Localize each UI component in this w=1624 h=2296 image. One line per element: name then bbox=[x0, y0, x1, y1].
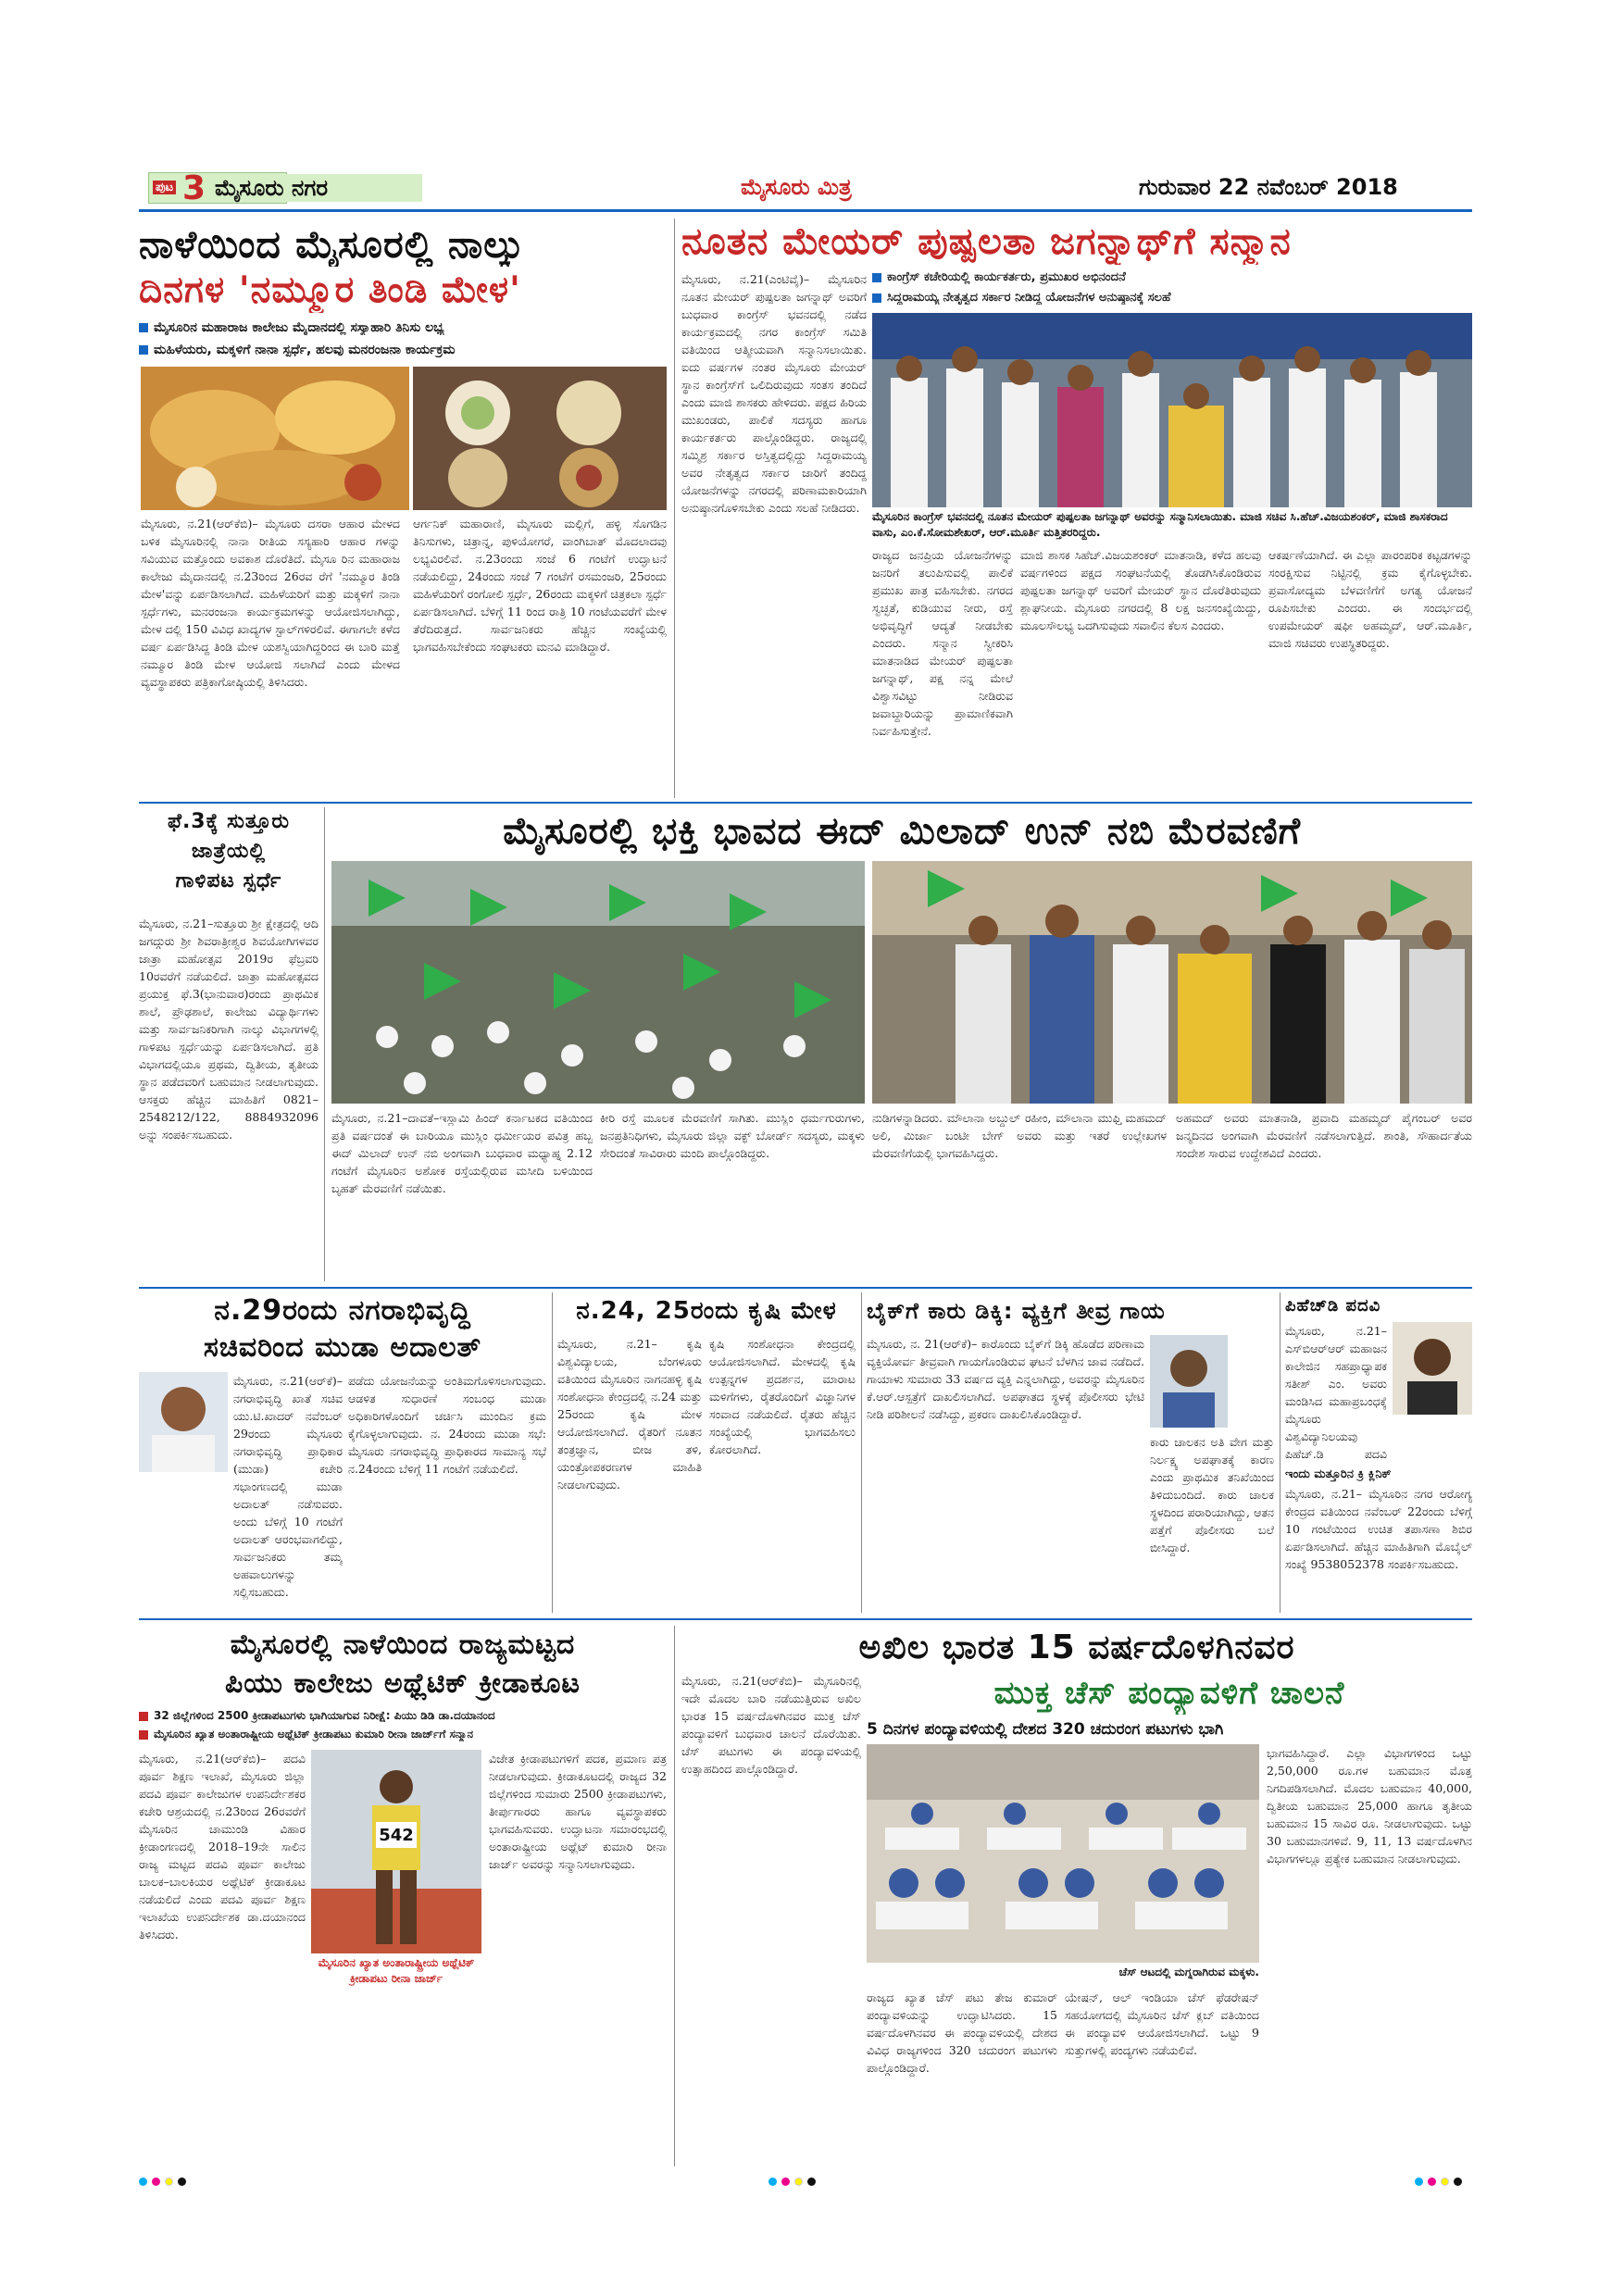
athlete-photo-caption: ಮೈಸೂರಿನ ಖ್ಯಾತ ಅಂತಾರಾಷ್ಟ್ರೀಯ ಅಥ್ಲೆಟಿಕ್ ಕ್ರೀಡಾಪಟು ರೀನಾ ಜಾರ್ಜ್ bbox=[318, 1956, 475, 1985]
page-number: 3 bbox=[182, 169, 206, 207]
kite-headline-line1: ಫೆ.3ಕ್ಕೆ ಸುತ್ತೂರು bbox=[167, 810, 291, 833]
tindi-bullet-1-text: ಮೈಸೂರಿನ ಮಹಾರಾಜ ಕಾಲೇಜು ಮೈದಾನದಲ್ಲಿ ಸಸ್ಯಾಹಾರಿ ತಿನಿಸು ಲಭ್ಯ bbox=[154, 320, 444, 335]
muda-headline-line1: ನ.29ರಂದು ನಗರಾಭಿವೃದ್ಧಿ bbox=[214, 1294, 471, 1327]
tindi-photo-snacks bbox=[141, 367, 409, 510]
leaders-image bbox=[872, 861, 1472, 1104]
column-rule bbox=[552, 1292, 553, 1613]
felicitation-image bbox=[872, 313, 1472, 507]
tindi-bullet-2-text: ಮಹಿಳೆಯರು, ಮಕ್ಕಳಿಗೆ ನಾನಾ ಸ್ಪರ್ಧೆ, ಹಲವು ಮನರಂಜನಾ ಕಾರ್ಯಕ್ರಮ bbox=[154, 343, 456, 357]
accident-headline: ಬೈಕ್‌ಗೆ ಕಾರು ಡಿಕ್ಕಿ: ವ್ಯಕ್ತಿಗೆ ತೀವ್ರ ಗಾಯ bbox=[867, 1298, 1166, 1324]
kite-headline-box bbox=[139, 807, 319, 909]
bullet-icon bbox=[139, 1730, 148, 1740]
athletics-body-col1: ಮೈಸೂರು, ನ.21(ಆರ್‌ಕೆಬಿ)– ಪದವಿ ಪೂರ್ವ ಶಿಕ್ಷಣ ಇಲಾಖೆ, ಮೈಸೂರು ಜಿಲ್ಲಾ ಪದವಿ ಪೂರ್ವ ಕಾಲೇಜುಗಳ ಉಪನಿರ್ದೇಶಕರ ಕಚೇರಿ ಆಶ್ರಯದಲ್ಲಿ ನ.23ರಿಂದ 26ರವರೆಗೆ ಮೈಸೂರಿನ ಚಾಮುಂಡಿ ವಿಹಾರ ಕ್ರೀಡಾಂಗಣದಲ್ಲಿ 2018–19ನೇ ಸಾಲಿನ ರಾಜ್ಯ ಮಟ್ಟದ ಪದವಿ ಪೂರ್ವ ಕಾಲೇಜು ಬಾಲಕ–ಬಾಲಕಿಯರ ಅಥ್ಲೆಟಿಕ್ ಕ್ರೀಡಾಕೂಟ ನಡೆಯಲಿದೆ ಎಂದು ಪದವಿ ಪೂರ್ವ ಶಿಕ್ಷಣ ಇಲಾಖೆಯ ಉಪನಿರ್ದೇಶಕ ಡಾ.ದಯಾನಂದ ತಿಳಿಸಿದರು. bbox=[139, 1752, 306, 1941]
snacks-image bbox=[141, 367, 409, 510]
paper-name: ಮೈಸೂರು ಮಿತ್ರ bbox=[741, 174, 852, 200]
tindi-bullet-2 bbox=[139, 343, 667, 357]
phd-subhead: ಇಂದು ಮತ್ತೂರಿನ ಕ್ರಿ ಕ್ಲಿನಿಕ್ bbox=[1285, 1467, 1392, 1481]
bullet-icon bbox=[139, 1712, 148, 1721]
eid-headline: ಮೈಸೂರಲ್ಲಿ ಭಕ್ತಿ ಭಾವದ ಈದ್ ಮಿಲಾದ್ ಉನ್ ನಬಿ ಮೆರವಣಿಗೆ bbox=[503, 810, 1301, 853]
eid-body-col1: ಮೈಸೂರು, ನ.21–ದಾವತೆ–ಇಸ್ಲಾಮಿ ಹಿಂದ್ ಕರ್ನಾಟಕದ ವತಿಯಿಂದ ಪ್ರತಿ ವರ್ಷದಂತೆ ಈ ಬಾರಿಯೂ ಮುಸ್ಲಿಂ ಧರ್ಮೀಯರ ಪವಿತ್ರ ಹಬ್ಬ ಈದ್ ಮಿಲಾದ್ ಉನ್ ನಬಿ ಅಂಗವಾಗಿ ಬುಧವಾರ ಮಧ್ಯಾಹ್ನ 2.12 ಗಂಟೆಗೆ ಮೈಸೂರಿನ ಅಶೋಕ ರಸ್ತೆಯಲ್ಲಿರುವ ಮಸೀದಿ ಬಳಿಯಿಂದ ಬೃಹತ್ ಮೆರವಣಿಗೆ ನಡೆಯಿತು. bbox=[331, 1111, 593, 1195]
chess-subhead: 5 ದಿನಗಳ ಪಂದ್ಯಾವಳಿಯಲ್ಲಿ ದೇಶದ 320 ಚದುರಂಗ ಪಟುಗಳು ಭಾಗಿ bbox=[867, 1720, 1224, 1739]
registration-marks-center bbox=[768, 2172, 820, 2190]
mayor-body-col1: ಮೈಸೂರು, ನ.21(ಎಂಟಿವೈ)– ಮೈಸೂರಿನ ನೂತನ ಮೇಯರ್ ಪುಷ್ಪಲತಾ ಜಗನ್ನಾಥ್ ಅವರಿಗೆ ಬುಧವಾರ ಕಾಂಗ್ರೆಸ್ ಭವನದಲ್ಲಿ ನಡೆದ ಕಾರ್ಯಕ್ರಮದಲ್ಲಿ ನಗರ ಕಾಂಗ್ರೆಸ್ ಸಮಿತಿ ವತಿಯಿಂದ ಆತ್ಮೀಯವಾಗಿ ಸನ್ಮಾನಿಸಲಾಯಿತು. ಐದು ವರ್ಷಗಳ ನಂತರ ಮೈಸೂರು ಮೇಯರ್ ಸ್ಥಾನ ಕಾಂಗ್ರೆಸ್‌ಗೆ ಒಲಿದಿರುವುದು ಸಂತಸ ತಂದಿದೆ ಎಂದು ಮಾಜಿ ಶಾಸಕರು ಹೇಳಿದರು. ಪಕ್ಷದ ಹಿರಿಯ ಮುಖಂಡರು, ಪಾಲಿಕೆ ಸದಸ್ಯರು ಹಾಗೂ ಕಾರ್ಯಕರ್ತರು ಪಾಲ್ಗೊಂಡಿದ್ದರು. ರಾಜ್ಯದಲ್ಲಿ ಸಮ್ಮಿಶ್ರ ಸರ್ಕಾರ ಅಸ್ತಿತ್ವದಲ್ಲಿದ್ದು ಸಿದ್ದರಾಮಯ್ಯ ಅವರ ನೇತೃತ್ವದ ಸರ್ಕಾರ ಜಾರಿಗೆ ತಂದಿದ್ದ ಯೋಜನೆಗಳನ್ನು ನಗರದಲ್ಲಿ ಪರಿಣಾಮಕಾರಿಯಾಗಿ ಅನುಷ್ಠಾನಗೊಳಿಸಬೇಕು ಎಂದು ಸಲಹೆ ನೀಡಿದರು. bbox=[681, 272, 867, 515]
section-rule bbox=[139, 802, 1472, 804]
tindi-bullet-1 bbox=[139, 320, 667, 335]
tindi-headline-line1: ನಾಳೆಯಿಂದ ಮೈಸೂರಲ್ಲಿ ನಾಲ್ಕು bbox=[139, 222, 525, 267]
section-title: ಮೈಸೂರು ನಗರ bbox=[209, 174, 422, 202]
bullet-icon bbox=[872, 273, 881, 282]
chess-body-col1: ಮೈಸೂರು, ನ.21(ಆರ್‌ಕೆಬಿ)– ಮೈಸೂರಿನಲ್ಲಿ ಇದೇ ಮೊದಲ ಬಾರಿ ನಡೆಯುತ್ತಿರುವ ಅಖಿಲ ಭಾರತ 15 ವರ್ಷದೊಳಗಿನವರ ಮುಕ್ತ ಚೆಸ್ ಪಂದ್ಯಾವಳಿಗೆ ಬುಧವಾರ ಚಾಲನೆ ದೊರೆಯಿತು. ಚೆಸ್ ಪಟುಗಳು ಈ ಪಂದ್ಯಾವಳಿಯಲ್ಲಿ ಉತ್ಸಾಹದಿಂದ ಪಾಲ್ಗೊಂಡಿದ್ದಾರೆ. bbox=[681, 1674, 861, 1776]
athletics-body-col1b bbox=[311, 1992, 481, 2166]
mayor-photo bbox=[872, 313, 1472, 507]
tindi-photo-thali bbox=[413, 367, 667, 510]
mayor-body-col4: ಆಕರ್ಷಣೆಯಾಗಿದೆ. ಈ ಎಲ್ಲಾ ಪಾರಂಪರಿಕ ಕಟ್ಟಡಗಳನ್ನು ಸಂರಕ್ಷಿಸುವ ನಿಟ್ಟಿನಲ್ಲಿ ಕ್ರಮ ಕೈಗೊಳ್ಳಬೇಕು. ಪ್ರವಾಸೋದ್ಯಮ ಬೆಳವಣಿಗೆಗೆ ಅಗತ್ಯ ಯೋಜನೆ ರೂಪಿಸಬೇಕು ಎಂದರು. ಈ ಸಂದರ್ಭದಲ್ಲಿ ಉಪಮೇಯರ್ ಷಫೀ ಅಹಮ್ಮದ್, ಆರ್.ಮೂರ್ತಿ, ಮಾಜಿ ಸಚಿವರು ಉಪಸ್ಥಿತರಿದ್ದರು. bbox=[1268, 548, 1472, 650]
eid-photo-procession bbox=[331, 861, 865, 1104]
phd-recipient-photo bbox=[1393, 1322, 1472, 1415]
athletics-bullet-1 bbox=[139, 1709, 667, 1723]
page-label: ಪುಟ bbox=[153, 181, 176, 194]
chess-body-col2: ಭಾಗವಹಿಸಿದ್ದಾರೆ. ಎಲ್ಲಾ ವಿಭಾಗಗಳಿಂದ ಒಟ್ಟು 2,50,000 ರೂ.ಗಳ ಬಹುಮಾನ ಮೊತ್ತ ನಿಗದಿಪಡಿಸಲಾಗಿದೆ. ಮೊದಲ ಬಹುಮಾನ 40,000, ದ್ವಿತೀಯ ಬಹುಮಾನ 25,000 ಹಾಗೂ ತೃತೀಯ ಬಹುಮಾನ 15 ಸಾವಿರ ರೂ. ನೀಡಲಾಗುವುದು. ಒಟ್ಟು 30 ಬಹುಮಾನಗಳಿವೆ. 9, 11, 13 ವರ್ಷದೊಳಗಿನ ವಿಭಾಗಗಳಲ್ಲೂ ಪ್ರತ್ಯೇಕ ಬಹುಮಾನ ನೀಡಲಾಗುವುದು. bbox=[1267, 1746, 1472, 1866]
column-rule bbox=[674, 1626, 675, 2166]
eid-body-col4: ಅಹಮದ್ ಅವರು ಮಾತನಾಡಿ, ಪ್ರವಾದಿ ಮಹಮ್ಮದ್ ಪೈಗಂಬರ್ ಅವರ ಜನ್ಮದಿನದ ಅಂಗವಾಗಿ ಮೆರವಣಿಗೆ ನಡೆಸಲಾಗುತ್ತಿದೆ. ಶಾಂತಿ, ಸೌಹಾರ್ದತೆಯ ಸಂದೇಶ ಸಾರುವ ಉದ್ದೇಶವಿದೆ ಎಂದರು. bbox=[1176, 1111, 1472, 1160]
athlete-photo bbox=[311, 1750, 481, 1953]
issue-date: ಗುರುವಾರ 22 ನವೆಂಬರ್ 2018 bbox=[1139, 174, 1398, 200]
mayor-bullet-1-text: ಕಾಂಗ್ರೆಸ್ ಕಚೇರಿಯಲ್ಲಿ ಕಾರ್ಯಕರ್ತರು, ಪ್ರಮುಖರ ಅಭಿನಂದನೆ bbox=[887, 270, 1126, 284]
athletics-bullet-2-text: ಮೈಸೂರಿನ ಖ್ಯಾತ ಅಂತಾರಾಷ್ಟ್ರೀಯ ಅಥ್ಲೆಟಿಕ್ ಕ್ರೀಡಾಪಟು ಕುಮಾರಿ ರೀನಾ ಜಾರ್ಜ್‌ಗೆ ಸನ್ಮಾನ bbox=[154, 1728, 474, 1741]
mayor-photo-caption: ಮೈಸೂರಿನ ಕಾಂಗ್ರೆಸ್ ಭವನದಲ್ಲಿ ನೂತನ ಮೇಯರ್ ಪುಷ್ಪಲತಾ ಜಗನ್ನಾಥ್ ಅವರನ್ನು ಸನ್ಮಾನಿಸಲಾಯಿತು. ಮಾಜಿ ಸಚಿವ ಸಿ.ಹೆಚ್.ವಿಜಯಶಂಕರ್, ಮಾಜಿ ಶಾಸಕರಾದ ವಾಸು, ಎಂ.ಕೆ.ಸೋಮಶೇಖರ್, ಆರ್.ಮೂರ್ತಿ ಮತ್ತಿತರರಿದ್ದರು. bbox=[872, 510, 1448, 539]
kite-headline-line3: ಗಾಳಿಪಟ ಸ್ಪರ್ಧೆ bbox=[175, 869, 282, 892]
krishi-headline: ನ.24, 25ರಂದು ಕೃಷಿ ಮೇಳ bbox=[576, 1297, 837, 1325]
bullet-icon bbox=[872, 293, 881, 303]
bullet-icon bbox=[139, 345, 148, 355]
mayor-bullet-2-text: ಸಿದ್ದರಾಮಯ್ಯ ನೇತೃತ್ವದ ಸರ್ಕಾರ ನೀಡಿದ್ದ ಯೋಜನೆಗಳ ಅನುಷ್ಠಾನಕ್ಕೆ ಸಲಹೆ bbox=[887, 291, 1171, 305]
muda-body-col2: ಪಡೆದು ಯೋಜನೆಯನ್ನು ಅಂತಿಮಗೊಳಿಸಲಾಗುವುದು. ಆಡಳಿತ ಸುಧಾರಣೆ ಸಂಬಂಧ ಮುಡಾ ಅಧಿಕಾರಿಗಳೊಂದಿಗೆ ಚರ್ಚಿಸಿ ಮುಂದಿನ ಕ್ರಮ ಕೈಗೊಳ್ಳಲಾಗುವುದು. ನ. 24ರಂದು ಮುಡಾ ಸಭೆ: ಮೈಸೂರು ನಗರಾಭಿವೃದ್ಧಿ ಪ್ರಾಧಿಕಾರದ ಸಾಮಾನ್ಯ ಸಭೆ ನ.24ರಂದು ಬೆಳಿಗ್ಗೆ 11 ಗಂಟೆಗೆ ನಡೆಯಲಿದೆ. bbox=[348, 1374, 546, 1476]
chess-tournament-image bbox=[867, 1744, 1259, 1963]
minister-portrait bbox=[139, 1372, 228, 1472]
muda-headline-line2: ಸಚಿವರಿಂದ ಮುಡಾ ಅದಾಲತ್ bbox=[203, 1331, 482, 1364]
athletics-headline-line1: ಮೈಸೂರಲ್ಲಿ ನಾಳೆಯಿಂದ ರಾಜ್ಯಮಟ್ಟದ bbox=[230, 1628, 576, 1661]
tindi-body-col2: ಆರ್ಗನಿಕ್ ಮಹಾರಾಣಿ, ಮೈಸೂರು ಮಲ್ಲಿಗೆ, ಹಳ್ಳಿ ಸೊಗಡಿನ ತಿನಿಸುಗಳು, ಚಿತ್ರಾನ್ನ, ಪುಳಿಯೋಗರೆ, ವಾಂಗಿಬಾತ್ ಮೊದಲಾದವು ಲಭ್ಯವಿರಲಿವೆ. ನ.23ರಂದು ಸಂಜೆ 6 ಗಂಟೆಗೆ ಉದ್ಘಾಟನೆ ನಡೆಯಲಿದ್ದು, 24ರಂದು ಸಂಜೆ 7 ಗಂಟೆಗೆ ರಸಮಂಜರಿ, 25ರಂದು ಮಹಿಳೆಯರಿಗೆ ರಂಗೋಲಿ ಸ್ಪರ್ಧೆ, 26ರಂದು ಮಕ್ಕಳಿಗೆ ಚಿತ್ರಕಲಾ ಸ್ಪರ್ಧೆ ಏರ್ಪಡಿಸಲಾಗಿದೆ. ಬೆಳಿಗ್ಗೆ 11 ರಿಂದ ರಾತ್ರಿ 10 ಗಂಟೆಯವರೆಗೆ ಮೇಳ ತೆರೆದಿರುತ್ತದೆ. ಸಾರ್ವಜನಿಕರು ಹೆಚ್ಚಿನ ಸಂಖ್ಯೆಯಲ್ಲಿ ಭಾಗವಹಿಸಬೇಕೆಂದು ಸಂಘಟಕರು ಮನವಿ ಮಾಡಿದ್ದಾರೆ. bbox=[413, 517, 667, 654]
eid-body-col2: ಕೀರಿ ರಸ್ತೆ ಮೂಲಕ ಮೆರವಣಿಗೆ ಸಾಗಿತು. ಮುಸ್ಲಿಂ ಧರ್ಮಗುರುಗಳು, ಜನಪ್ರತಿನಿಧಿಗಳು, ಮೈಸೂರು ಜಿಲ್ಲಾ ವಕ್ಫ್ ಬೋರ್ಡ್ ಸದಸ್ಯರು, ಮಕ್ಕಳು ಸೇರಿದಂತೆ ಸಾವಿರಾರು ಮಂದಿ ಪಾಲ್ಗೊಂಡಿದ್ದರು. bbox=[600, 1111, 865, 1160]
chess-headline-line2: ಮುಕ್ತ ಚೆಸ್ ಪಂದ್ಯಾವಳಿಗೆ ಚಾಲನೆ bbox=[993, 1675, 1345, 1712]
athletics-headline-line2: ಪಿಯು ಕಾಲೇಜು ಅಥ್ಲೆಟಿಕ್ ಕ್ರೀಡಾಕೂಟ bbox=[225, 1667, 581, 1700]
registration-marks-right bbox=[1415, 2172, 1467, 2190]
column-rule bbox=[674, 218, 675, 798]
muda-minister-photo bbox=[139, 1372, 228, 1472]
accident-body-col2: ಕಾರು ಚಾಲಕನ ಅತಿ ವೇಗ ಮತ್ತು ನಿರ್ಲಕ್ಷ್ಯ ಅಪಘಾತಕ್ಕೆ ಕಾರಣ ಎಂದು ಪ್ರಾಥಮಿಕ ತನಿಖೆಯಿಂದ ತಿಳಿದುಬಂದಿದೆ. ಕಾರು ಚಾಲಕ ಸ್ಥಳದಿಂದ ಪರಾರಿಯಾಗಿದ್ದು, ಆತನ ಪತ್ತೆಗೆ ಪೊಲೀಸರು ಬಲೆ ಬೀಸಿದ್ದಾರೆ. bbox=[1150, 1435, 1274, 1554]
accident-victim-photo bbox=[1150, 1335, 1228, 1428]
kite-headline-line2: ಜಾತ್ರೆಯಲ್ಲಿ bbox=[191, 840, 267, 863]
phd-body: ಮೈಸೂರು, ನ.21– ಎಸ್‌ಬಿಆರ್‌ಆರ್ ಮಹಾಜನ ಕಾಲೇಜಿನ ಸಹಪ್ರಾಧ್ಯಾಪಕ ಸತೀಶ್ ಎಂ. ಅವರು ಮಂಡಿಸಿದ ಮಹಾಪ್ರಬಂಧಕ್ಕೆ ಮೈಸೂರು ವಿಶ್ವವಿದ್ಯಾನಿಲಯವು ಪಿಹೆಚ್.ಡಿ ಪದವಿ bbox=[1285, 1324, 1387, 1461]
kite-body: ಮೈಸೂರು, ನ.21–ಸುತ್ತೂರು ಶ್ರೀ ಕ್ಷೇತ್ರದಲ್ಲಿ ಆದಿ ಜಗದ್ಗುರು ಶ್ರೀ ಶಿವರಾತ್ರೀಶ್ವರ ಶಿವಯೋಗಿಗಳವರ ಜಾತ್ರಾ ಮಹೋತ್ಸವ 2019ರ ಫೆಬ್ರವರಿ 10ರವರೆಗೆ ನಡೆಯಲಿದೆ. ಜಾತ್ರಾ ಮಹೋತ್ಸವದ ಪ್ರಯುಕ್ತ ಫೆ.3(ಭಾನುವಾರ)ರಂದು ಪ್ರಾಥಮಿಕ ಶಾಲೆ, ಪ್ರೌಢಶಾಲೆ, ಕಾಲೇಜು ವಿದ್ಯಾರ್ಥಿಗಳು ಮತ್ತು ಸಾರ್ವಜನಿಕರಿಗಾಗಿ ನಾಲ್ಕು ವಿಭಾಗಗಳಲ್ಲಿ ಗಾಳಿಪಟ ಸ್ಪರ್ಧೆಯನ್ನು ಏರ್ಪಡಿಸಲಾಗಿದೆ. ಪ್ರತಿ ವಿಭಾಗದಲ್ಲಿಯೂ ಪ್ರಥಮ, ದ್ವಿತೀಯ, ತೃತೀಯ ಸ್ಥಾನ ಪಡೆದವರಿಗೆ ಬಹುಮಾನ ನೀಡಲಾಗುವುದು. ಆಸಕ್ತರು ಹೆಚ್ಚಿನ ಮಾಹಿತಿಗೆ 0821–2548212/122, 8884932096 ಅನ್ನು ಸಂಪರ್ಕಿಸಬಹುದು. bbox=[139, 917, 319, 1142]
mayor-headline: ನೂತನ ಮೇಯರ್ ಪುಷ್ಪಲತಾ ಜಗನ್ನಾಥ್‌ಗೆ ಸನ್ಮಾನ bbox=[681, 220, 1292, 263]
section-rule bbox=[139, 1618, 1472, 1620]
victim-portrait bbox=[1150, 1335, 1228, 1428]
column-rule bbox=[324, 807, 325, 1281]
bullet-icon bbox=[139, 323, 148, 332]
chess-photo-caption: ಚೆಸ್ ಆಟದಲ್ಲಿ ಮಗ್ನರಾಗಿರುವ ಮಕ್ಕಳು. bbox=[1118, 1965, 1259, 1978]
mayor-bullet-1 bbox=[872, 270, 1472, 284]
tindi-headline-line2: ದಿನಗಳ 'ನಮ್ಮೂರ ತಿಂಡಿ ಮೇಳ' bbox=[139, 269, 521, 311]
athlete-image bbox=[311, 1750, 481, 1953]
procession-image bbox=[331, 861, 865, 1104]
recipient-portrait bbox=[1393, 1322, 1472, 1415]
chess-body-col4: ಯೇಷನ್, ಆಲ್ ಇಂಡಿಯಾ ಚೆಸ್ ಫೆಡರೇಷನ್ ಸಹಯೋಗದಲ್ಲಿ ಮೈಸೂರಿನ ಚೆಸ್ ಕ್ಲಬ್ ವತಿಯಿಂದ ಈ ಪಂದ್ಯಾವಳಿ ಆಯೋಜಿಸಲಾಗಿದೆ. ಒಟ್ಟು 9 ಸುತ್ತುಗಳಲ್ಲಿ ಪಂದ್ಯಗಳು ನಡೆಯಲಿವೆ. bbox=[1065, 1990, 1259, 2057]
mayor-body-col3: ಮಾಜಿ ಶಾಸಕ ಸಿಹೆಚ್.ವಿಜಯಶಂಕರ್ ಮಾತನಾಡಿ, ಕಳೆದ ಹಲವು ವರ್ಷಗಳಿಂದ ಪಕ್ಷದ ಸಂಘಟನೆಯಲ್ಲಿ ತೊಡಗಿಸಿಕೊಂಡಿರುವ ಪುಷ್ಪಲತಾ ಜಗನ್ನಾಥ್ ಅವರಿಗೆ ಮೇಯರ್ ಸ್ಥಾನ ದೊರೆತಿರುವುದು ಶ್ಲಾಘನೀಯ. ಮೈಸೂರು ನಗರದಲ್ಲಿ 8 ಲಕ್ಷ ಜನಸಂಖ್ಯೆಯಿದ್ದು, ಮೂಲಸೌಲಭ್ಯ ಒದಗಿಸುವುದು ಸವಾಲಿನ ಕೆಲಸ ಎಂದರು. bbox=[1020, 548, 1261, 632]
bib-number: 542 bbox=[379, 1826, 414, 1845]
chess-body-col3: ರಾಜ್ಯದ ಖ್ಯಾತ ಚೆಸ್ ಪಟು ತೇಜ ಕುಮಾರ್ ಪಂದ್ಯಾವಳಿಯನ್ನು ಉದ್ಘಾಟಿಸಿದರು. 15 ವರ್ಷದೊಳಗಿನವರ ಈ ಪಂದ್ಯಾವಳಿಯಲ್ಲಿ ದೇಶದ ವಿವಿಧ ರಾಜ್ಯಗಳಿಂದ 320 ಚದುರಂಗ ಪಟುಗಳು ಪಾಲ್ಗೊಂಡಿದ್ದಾರೆ. bbox=[867, 1990, 1057, 2075]
masthead-rule bbox=[139, 209, 1472, 212]
chess-headline-line1: ಅಖಿಲ ಭಾರತ 15 ವರ್ಷದೊಳಗಿನವರ bbox=[858, 1628, 1295, 1666]
mayor-body-col2: ರಾಜ್ಯದ ಜನಪ್ರಿಯ ಯೋಜನೆಗಳನ್ನು ಜನರಿಗೆ ತಲುಪಿಸುವಲ್ಲಿ ಪಾಲಿಕೆ ಪ್ರಮುಖ ಪಾತ್ರ ವಹಿಸಬೇಕು. ನಗರದ ಸ್ವಚ್ಛತೆ, ಕುಡಿಯುವ ನೀರು, ರಸ್ತೆ ಅಭಿವೃದ್ಧಿಗೆ ಆದ್ಯತೆ ನೀಡಬೇಕು ಎಂದರು. ಸನ್ಮಾನ ಸ್ವೀಕರಿಸಿ ಮಾತನಾಡಿದ ಮೇಯರ್ ಪುಷ್ಪಲತಾ ಜಗನ್ನಾಥ್, ಪಕ್ಷ ನನ್ನ ಮೇಲೆ ವಿಶ್ವಾಸವಿಟ್ಟು ನೀಡಿರುವ ಜವಾಬ್ದಾರಿಯನ್ನು ಪ್ರಾಮಾಣಿಕವಾಗಿ ನಿರ್ವಹಿಸುತ್ತೇನೆ. bbox=[872, 548, 1013, 738]
masthead bbox=[148, 169, 1463, 207]
eid-body-col3: ನುಡಿಗಳನ್ನಾಡಿದರು. ಮೌಲಾನಾ ಅಬ್ದುಲ್ ರಹೀಂ, ಮೌಲಾನಾ ಮುಫ್ತಿ ಮಹಮದ್ ಅಲಿ, ಮಿರ್ಜಾ ಬಂಟೀ ಬೇಗ್ ಅವರು ಮತ್ತು ಇತರೆ ಉಲ್ಲೇಖಗಳ ಮೆರವಣಿಗೆಯಲ್ಲಿ ಭಾಗವಹಿಸಿದ್ದರು. bbox=[872, 1111, 1167, 1160]
accident-body-col1: ಮೈಸೂರು, ನ. 21(ಆರ್‌ಕೆ)– ಕಾರೊಂದು ಬೈಕ್‌ಗೆ ಡಿಕ್ಕಿ ಹೊಡೆದ ಪರಿಣಾಮ ವ್ಯಕ್ತಿಯೋರ್ವ ತೀವ್ರವಾಗಿ ಗಾಯಗೊಂಡಿರುವ ಘಟನೆ ಬೆಳಗಿನ ಜಾವ ನಡೆದಿದೆ. ಗಾಯಾಳು ಸುಮಾರು 33 ವರ್ಷದ ವ್ಯಕ್ತಿ ಎನ್ನಲಾಗಿದ್ದು, ಅವರನ್ನು ಮೈಸೂರಿನ ಕೆ.ಆರ್.ಆಸ್ಪತ್ರೆಗೆ ದಾಖಲಿಸಲಾಗಿದೆ. ಅಪಘಾತದ ಸ್ಥಳಕ್ಕೆ ಪೊಲೀಸರು ಭೇಟಿ ನೀಡಿ ಪರಿಶೀಲನೆ ನಡೆಸಿದ್ದು, ಪ್ರಕರಣ ದಾಖಲಿಸಿಕೊಂಡಿದ್ದಾರೆ. bbox=[867, 1337, 1144, 1421]
athletics-bullet-1-text: 32 ಜಿಲ್ಲೆಗಳಿಂದ 2500 ಕ್ರೀಡಾಪಟುಗಳು ಭಾಗಿಯಾಗುವ ನಿರೀಕ್ಷೆ: ಪಿಯು ಡಿಡಿ ಡಾ.ದಯಾನಂದ bbox=[154, 1709, 495, 1722]
mayor-bullet-2 bbox=[872, 291, 1472, 305]
registration-marks-left bbox=[139, 2172, 191, 2190]
section-rule bbox=[139, 1287, 1472, 1289]
athletics-bullet-2 bbox=[139, 1728, 667, 1741]
tindi-body-col1: ಮೈಸೂರು, ನ.21(ಆರ್‌ಕೆಬಿ)– ಮೈಸೂರು ದಸರಾ ಆಹಾರ ಮೇಳದ ಬಳಿಕ ಮೈಸೂರಿನಲ್ಲಿ ನಾನಾ ರೀತಿಯ ಸಸ್ಯಹಾರಿ ಆಹಾರ ಗಳನ್ನು ಸವಿಯುವ ಮತ್ತೊಂದು ಅವಕಾಶ ದೊರೆತಿದೆ. ಮೈಸೂ ರಿನ ಮಹಾರಾಜ ಕಾಲೇಜು ಮೈದಾನದಲ್ಲಿ ನ.23ರಿಂದ 26ರವ ರೆಗೆ 'ನಮ್ಮೂರ ತಿಂಡಿ ಮೇಳ'ವನ್ನು ಏರ್ಪಡಿಸಲಾಗಿದೆ. ಮಹಿಳೆಯರಿಗೆ ಮತ್ತು ಮಕ್ಕಳಿಗೆ ನಾನಾ ಸ್ಪರ್ಧೆಗಳು, ಮನರಂಜನಾ ಕಾರ್ಯಕ್ರಮಗಳನ್ನು ಆಯೋಜಿಸಲಾಗಿದ್ದು, ಮೇಳ ದಲ್ಲಿ 150 ವಿವಿಧ ಖಾದ್ಯಗಳ ಸ್ಟಾಲ್‌ಗಳಿರಲಿವೆ. ಈಗಾಗಲೇ ಕಳೆದ ವರ್ಷ ಏರ್ಪಡಿಸಿದ್ದ ತಿಂಡಿ ಮೇಳ ಯಶಸ್ವಿಯಾಗಿದ್ದರಿಂದ ಈ ಬಾರಿ ಮತ್ತೆ ನಮ್ಮೂರ ತಿಂಡಿ ಮೇಳ ಆಯೋಜಿ ಸಲಾಗಿದೆ ಎಂದು ಮೇಳದ ವ್ಯವಸ್ಥಾಪಕರು ಪತ್ರಿಕಾಗೋಷ್ಠಿಯಲ್ಲಿ ತಿಳಿಸಿದರು. bbox=[141, 517, 400, 689]
phd-body-2: ಮೈಸೂರು, ನ.21– ಮೈಸೂರಿನ ನಗರ ಆರೋಗ್ಯ ಕೇಂದ್ರದ ವತಿಯಿಂದ ನವೆಂಬರ್ 22ರಂದು ಬೆಳಿಗ್ಗೆ 10 ಗಂಟೆಯಿಂದ ಉಚಿತ ತಪಾಸಣಾ ಶಿಬಿರ ಏರ್ಪಡಿಸಲಾಗಿದೆ. ಹೆಚ್ಚಿನ ಮಾಹಿತಿಗಾಗಿ ಮೊಬೈಲ್ ಸಂಖ್ಯೆ 9538052378 ಸಂಪರ್ಕಿಸಬಹುದು. bbox=[1285, 1487, 1472, 1571]
krishi-body-col1: ಮೈಸೂರು, ನ.21– ಕೃಷಿ ವಿಶ್ವವಿದ್ಯಾಲಯ, ಬೆಂಗಳೂರು ವತಿಯಿಂದ ಮೈಸೂರಿನ ನಾಗನಹಳ್ಳಿ ಕೃಷಿ ಸಂಶೋಧನಾ ಕೇಂದ್ರದಲ್ಲಿ ನ.24 ಮತ್ತು 25ರಂದು ಕೃಷಿ ಮೇಳ ಆಯೋಜಿಸಲಾಗಿದೆ. ರೈತರಿಗೆ ನೂತನ ತಂತ್ರಜ್ಞಾನ, ಬೀಜ ತಳಿ, ಯಂತ್ರೋಪಕರಣಗಳ ಮಾಹಿತಿ ನೀಡಲಾಗುವುದು. bbox=[557, 1337, 702, 1491]
muda-body-col1: ಮೈಸೂರು, ನ.21(ಆರ್‌ಕೆ)– ನಗರಾಭಿವೃದ್ಧಿ ಖಾತೆ ಸಚಿವ ಯು.ಟಿ.ಖಾದರ್ ನವೆಂಬರ್ 29ರಂದು ಮೈಸೂರು ನಗರಾಭಿವೃದ್ಧಿ ಪ್ರಾಧಿಕಾರ (ಮುಡಾ) ಕಚೇರಿ ಸಭಾಂಗಣದಲ್ಲಿ ಮುಡಾ ಅದಾಲತ್ ನಡೆಸುವರು. ಅಂದು ಬೆಳಿಗ್ಗೆ 10 ಗಂಟೆಗೆ ಅದಾಲತ್ ಆರಂಭವಾಗಲಿದ್ದು, ಸಾರ್ವಜನಿಕರು ತಮ್ಮ ಅಹವಾಲುಗಳನ್ನು ಸಲ್ಲಿಸಬಹುದು. bbox=[233, 1374, 343, 1599]
athletics-body-col2: ವಿಜೇತ ಕ್ರೀಡಾಪಟುಗಳಿಗೆ ಪದಕ, ಪ್ರಮಾಣ ಪತ್ರ ನೀಡಲಾಗುವುದು. ಕ್ರೀಡಾಕೂಟದಲ್ಲಿ ರಾಜ್ಯದ 32 ಜಿಲ್ಲೆಗಳಿಂದ ಸುಮಾರು 2500 ಕ್ರೀಡಾಪಟುಗಳು, ತೀರ್ಪುಗಾರರು ಹಾಗೂ ವ್ಯವಸ್ಥಾಪಕರು ಭಾಗವಹಿಸುವರು. ಉದ್ಘಾಟನಾ ಸಮಾರಂಭದಲ್ಲಿ ಅಂತಾರಾಷ್ಟ್ರೀಯ ಅಥ್ಲೆಟ್ ಕುಮಾರಿ ರೀನಾ ಜಾರ್ಜ್ ಅವರನ್ನು ಸನ್ಮಾನಿಸಲಾಗುವುದು. bbox=[489, 1752, 667, 1871]
phd-headline: ಪಿಹೆಚ್‌ಡಿ ಪದವಿ bbox=[1285, 1296, 1381, 1316]
chess-photo bbox=[867, 1744, 1259, 1963]
column-rule bbox=[861, 1292, 862, 1613]
eid-photo-leaders bbox=[872, 861, 1472, 1104]
krishi-body-col2: ಕೃಷಿ ಸಂಶೋಧನಾ ಕೇಂದ್ರದಲ್ಲಿ ಆಯೋಜಿಸಲಾಗಿದೆ. ಮೇಳದಲ್ಲಿ ಕೃಷಿ ಉತ್ಪನ್ನಗಳ ಪ್ರದರ್ಶನ, ಮಾರಾಟ ಮಳಿಗೆಗಳು, ರೈತರೊಂದಿಗೆ ವಿಜ್ಞಾನಿಗಳ ಸಂವಾದ ನಡೆಯಲಿದೆ. ರೈತರು ಹೆಚ್ಚಿನ ಸಂಖ್ಯೆಯಲ್ಲಿ ಭಾಗವಹಿಸಲು ಕೋರಲಾಗಿದೆ. bbox=[709, 1337, 856, 1456]
thali-image bbox=[413, 367, 667, 510]
